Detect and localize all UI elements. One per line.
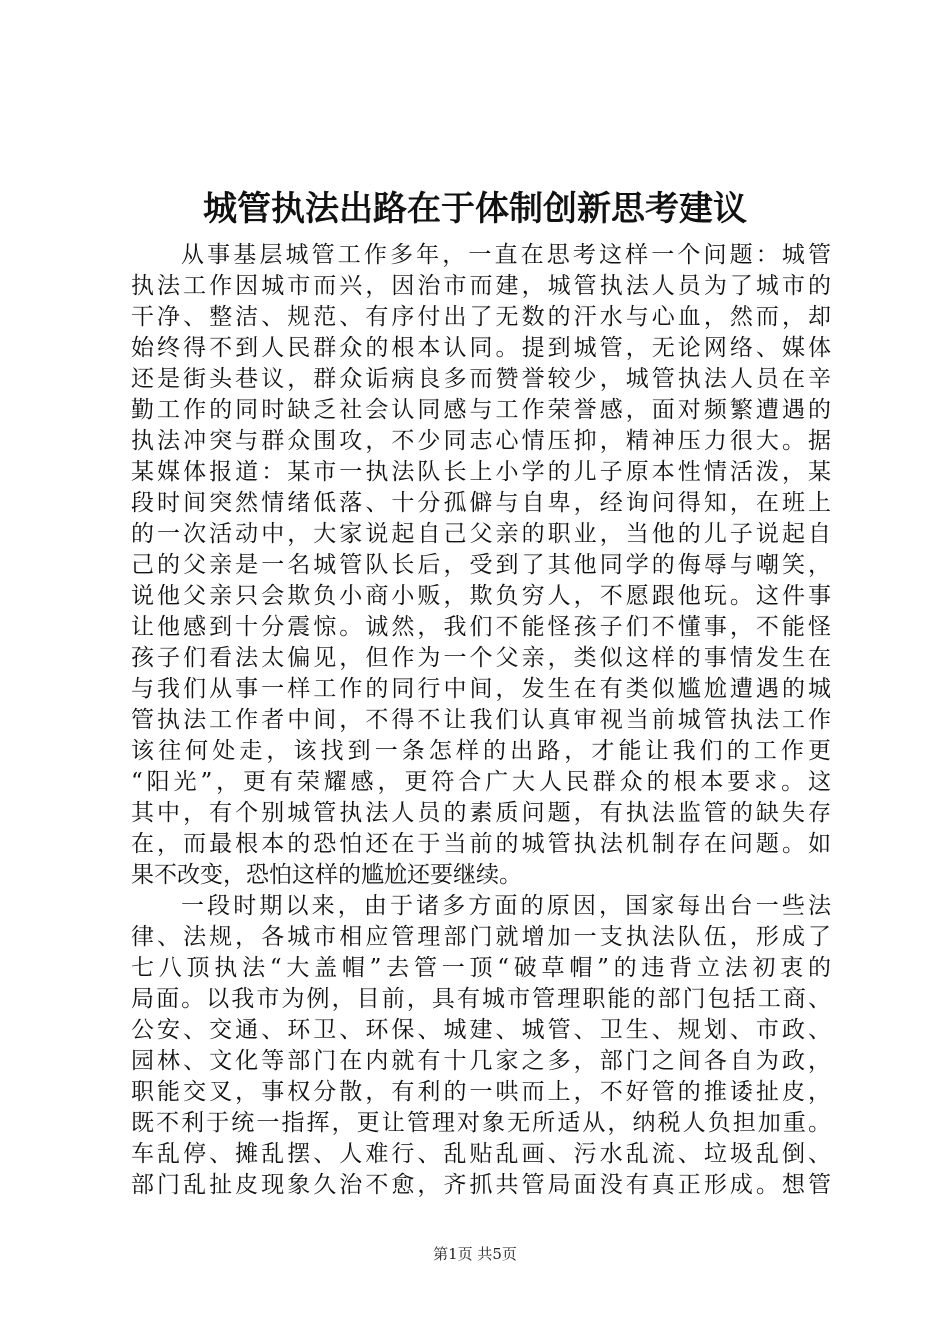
text-line: 既不利于统一指挥，更让管理对象无所适从，纳税人负担加重。 — [131, 1110, 831, 1136]
text-line: 管执法工作者中间，不得不让我们认真审视当前城管执法工作 — [131, 707, 831, 733]
text-line: 还是街头巷议，群众诟病良多而赞誉较少，城管执法人员在辛 — [131, 366, 831, 392]
text-line: 的一次活动中，大家说起自己父亲的职业，当他的儿子说起自 — [131, 521, 831, 547]
page-number-footer: 第1页 共5页 — [433, 1245, 517, 1263]
text-line: 职能交叉，事权分散，有利的一哄而上，不好管的推诿扯皮， — [131, 1079, 831, 1105]
document-body — [131, 240, 831, 1201]
text-line: 与我们从事一样工作的同行中间，发生在有类似尴尬遭遇的城 — [131, 676, 831, 702]
text-line: 车乱停、摊乱摆、人难行、乱贴乱画、污水乱流、垃圾乱倒、 — [131, 1141, 831, 1167]
text-line: 部门乱扯皮现象久治不愈，齐抓共管局面没有真正形成。想管 — [131, 1172, 831, 1198]
text-line: 果不改变，恐怕这样的尴尬还要继续。 — [131, 862, 522, 888]
text-line: 勤工作的同时缺乏社会认同感与工作荣誉感，面对频繁遭遇的 — [131, 397, 831, 423]
text-line: 让他感到十分震惊。诚然，我们不能怪孩子们不懂事，不能怪 — [131, 614, 831, 640]
text-line: 七八顶执法“大盖帽”去管一顶“破草帽”的违背立法初衷的 — [131, 955, 831, 981]
text-line: 干净、整洁、规范、有序付出了无数的汗水与心血，然而，却 — [131, 304, 831, 330]
text-line: 己的父亲是一名城管队长后，受到了其他同学的侮辱与嘲笑， — [131, 552, 831, 578]
text-line: 段时间突然情绪低落、十分孤僻与自卑，经询问得知，在班上 — [131, 490, 831, 516]
text-line: 从事基层城管工作多年，一直在思考这样一个问题：城管 — [181, 242, 831, 268]
text-line: 始终得不到人民群众的根本认同。提到城管，无论网络、媒体 — [131, 335, 831, 361]
text-line: 局面。以我市为例，目前，具有城市管理职能的部门包括工商、 — [131, 986, 831, 1012]
text-line: 说他父亲只会欺负小商小贩，欺负穷人，不愿跟他玩。这件事 — [131, 583, 831, 609]
text-line: 公安、交通、环卫、环保、城建、城管、卫生、规划、市政、 — [131, 1017, 831, 1043]
text-line: 律、法规，各城市相应管理部门就增加一支执法队伍，形成了 — [131, 924, 831, 950]
text-line: 其中，有个别城管执法人员的素质问题，有执法监管的缺失存 — [131, 800, 831, 826]
text-line: 孩子们看法太偏见，但作为一个父亲，类似这样的事情发生在 — [131, 645, 831, 671]
text-line: 一段时期以来，由于诸多方面的原因，国家每出台一些法 — [181, 893, 831, 919]
text-line: 执法工作因城市而兴，因治市而建，城管执法人员为了城市的 — [131, 273, 831, 299]
text-line: 执法冲突与群众围攻，不少同志心情压抑，精神压力很大。据 — [131, 428, 831, 454]
text-line: 该往何处走，该找到一条怎样的出路，才能让我们的工作更 — [131, 738, 831, 764]
document-title: 城管执法出路在于体制创新思考建议 — [203, 189, 747, 229]
paragraph-1 — [131, 240, 831, 891]
text-line: 某媒体报道：某市一执法队长上小学的儿子原本性情活泼，某 — [131, 459, 831, 485]
paragraph-2 — [131, 891, 831, 1201]
text-line: 园林、文化等部门在内就有十几家之多，部门之间各自为政， — [131, 1048, 831, 1074]
text-line: “阳光”，更有荣耀感，更符合广大人民群众的根本要求。这 — [131, 769, 831, 795]
text-line: 在，而最根本的恐怕还在于当前的城管执法机制存在问题。如 — [131, 831, 831, 857]
